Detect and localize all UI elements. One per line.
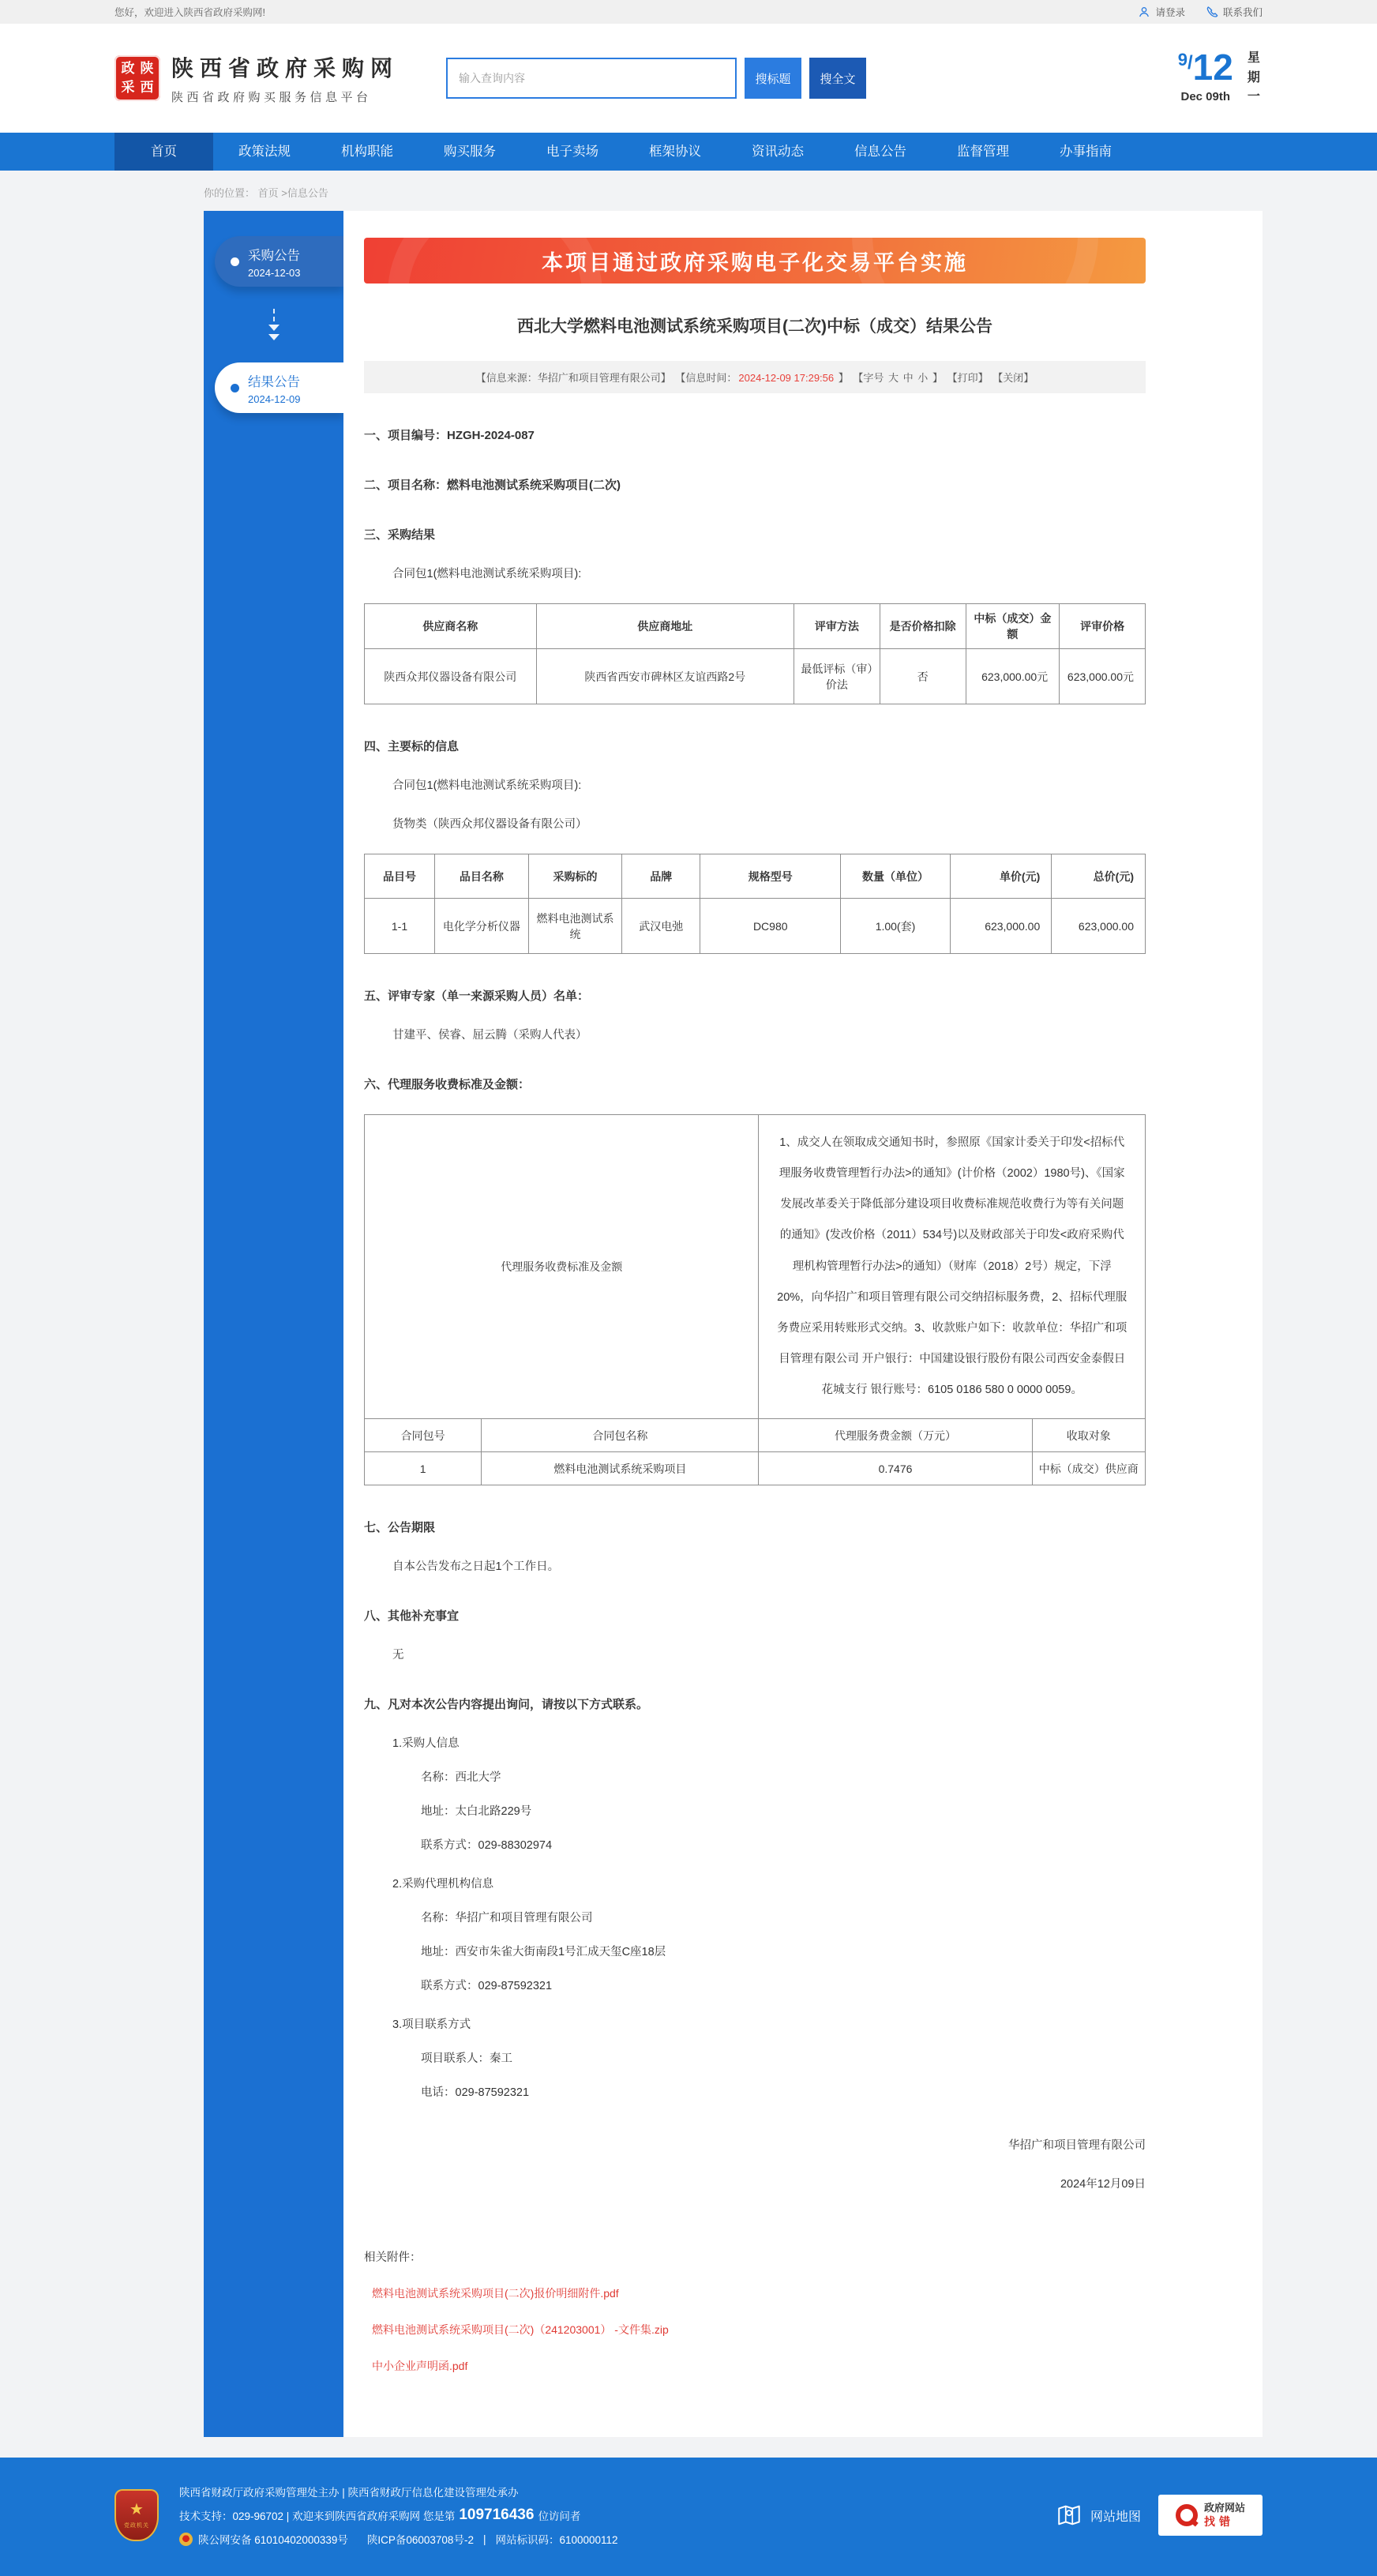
sitemap-link[interactable] [1056, 2502, 1141, 2529]
experts-list: 甘建平、侯睿、屈云腾（采购人代表） [392, 1029, 587, 1042]
search-fulltext-button[interactable]: 搜全文 [809, 58, 866, 99]
date-english: Dec 09th [1180, 89, 1231, 103]
logo-char: 西 [140, 80, 154, 95]
column-header: 评审方法 [794, 604, 880, 649]
breadcrumb [114, 171, 1263, 211]
column-header: 供应商名称 [365, 604, 537, 649]
model-cell: DC980 [700, 899, 841, 954]
map-icon [1056, 2502, 1082, 2529]
section-period-heading: 七、公告期限 [364, 1521, 436, 1535]
contract-package-line: 合同包1(燃料电池测试系统采购项目): [392, 779, 582, 792]
contact-line: 地址：太白北路229号 [421, 1805, 532, 1819]
bullet-dot-icon [231, 257, 239, 266]
contact-line: 电话：029-87592321 [421, 2086, 530, 2100]
meta-time: 2024-12-09 17:29:56 [738, 372, 835, 384]
table-row [365, 1452, 1146, 1485]
sidebar-item-date: 2024-12-09 [248, 392, 301, 405]
site-header [0, 24, 1377, 133]
contract-package-line: 合同包1(燃料电池测试系统采购项目): [392, 568, 582, 580]
signoff-date: 2024年12月09日 [1060, 2178, 1146, 2191]
sidebar-item-title: 结果公告 [248, 374, 300, 389]
section-supplement-heading: 八、其他补充事宜 [364, 1609, 460, 1624]
table-header-row [365, 1419, 1146, 1452]
meta-time-prefix: 【信息时间： [675, 372, 737, 384]
site-subtitle: 陕西省政府购买服务信息平台 [171, 91, 372, 104]
logo-char: 采 [121, 80, 135, 95]
nav-item-guide[interactable]: 办事指南 [1060, 145, 1112, 159]
contact-group-title: 2.采购代理机构信息 [392, 1878, 494, 1891]
subject-table [364, 854, 1146, 954]
search-input[interactable] [446, 58, 737, 99]
award-amount-cell: 623,000.00元 [966, 649, 1060, 704]
date-day: 9 [1177, 49, 1188, 69]
meta-time-suffix: 】 [835, 372, 849, 384]
section-project-number: 一、项目编号：HZGH-2024-087 [364, 429, 535, 442]
bullet-dot-icon [231, 384, 239, 392]
phone-icon [1206, 6, 1218, 18]
gov-site-error-report-badge[interactable] [1158, 2495, 1263, 2536]
sidebar-item-procurement-notice[interactable] [215, 236, 343, 287]
signoff-org: 华招广和项目管理有限公司 [1008, 2139, 1146, 2153]
column-header: 品目名称 [435, 854, 529, 899]
footer-organizer-line: 陕西省财政厅政府采购管理处主办 | 陕西省财政厅信息化建设管理处承办 [179, 2487, 519, 2499]
date-month: 12 [1192, 46, 1233, 88]
site-logo [114, 55, 160, 101]
brand-cell: 武汉电弛 [622, 899, 700, 954]
breadcrumb-prefix: 你的位置： [204, 187, 256, 199]
attachment-link-fileset-zip[interactable]: 燃料电池测试系统采购项目(二次)（241203001） -文件集.zip [372, 2323, 669, 2337]
column-header: 总价(元) [1052, 854, 1146, 899]
column-header: 品目号 [365, 854, 435, 899]
timeline-sidebar [204, 211, 343, 2437]
contact-line: 地址：西安市朱雀大街南段1号汇成天玺C座18层 [421, 1946, 666, 1959]
close-button[interactable]: 【关闭】 [992, 372, 1034, 384]
login-label: 请登录 [1155, 7, 1185, 18]
icp-link[interactable]: 陕ICP备06003708号-2 [366, 2534, 474, 2547]
supplier-name-cell: 陕西众邦仪器设备有限公司 [365, 649, 537, 704]
nav-item-e-mall[interactable]: 电子卖场 [546, 145, 598, 159]
content-card [204, 211, 1263, 2437]
package-name-cell: 燃料电池测试系统采购项目 [482, 1452, 759, 1485]
nav-item-supervision[interactable]: 监督管理 [957, 145, 1009, 159]
fontsize-medium-button[interactable]: 中 [902, 372, 914, 384]
meta-bar [364, 361, 1146, 393]
section-agency-fee-heading: 六、代理服务收费标准及金额： [364, 1078, 531, 1091]
table-header-row [365, 854, 1146, 899]
print-button[interactable]: 【打印】 [947, 372, 989, 384]
nav-item-home[interactable]: 首页 [114, 133, 213, 171]
section-experts-heading: 五、评审专家（单一来源采购人员）名单： [364, 989, 590, 1003]
article-main [343, 211, 1263, 2437]
visitor-count: 109716436 [459, 2507, 535, 2524]
total-price-cell: 623,000.00 [1052, 899, 1146, 954]
contact-line: 联系方式：029-87592321 [421, 1980, 553, 1993]
top-bar [0, 0, 1377, 24]
item-no-cell: 1-1 [365, 899, 435, 954]
sidebar-item-date: 2024-12-03 [248, 266, 301, 279]
nav-item-purchase-service[interactable]: 购买服务 [444, 145, 496, 159]
supplier-address-cell: 陕西省西安市碑林区友谊西路2号 [536, 649, 794, 704]
site-code: 网站标识码：6100000112 [495, 2534, 618, 2547]
goods-category-line: 货物类（陕西众邦仪器设备有限公司） [392, 818, 587, 831]
contact-line: 联系方式：029-88302974 [421, 1839, 553, 1853]
column-header: 规格型号 [700, 854, 841, 899]
main-nav [0, 133, 1377, 171]
breadcrumb-current-link[interactable]: 信息公告 [287, 187, 328, 199]
sidebar-item-result-notice[interactable] [215, 362, 343, 413]
attachments-title: 相关附件： [364, 2251, 422, 2265]
review-method-cell: 最低评标（审）价法 [794, 649, 880, 704]
column-header: 供应商地址 [536, 604, 794, 649]
breadcrumb-separator: > [281, 187, 287, 199]
section-project-name: 二、项目名称：燃料电池测试系统采购项目(二次) [364, 479, 621, 492]
subject-cell: 燃料电池测试系统 [528, 899, 622, 954]
emblem-label: 党政机关 [124, 2522, 149, 2529]
fontsize-large-button[interactable]: 大 [888, 372, 899, 384]
find-error-line2: 找错 [1203, 2514, 1234, 2528]
column-header: 品牌 [622, 854, 700, 899]
nav-item-announcements[interactable]: 信息公告 [854, 145, 906, 159]
column-header: 中标（成交）金额 [966, 604, 1060, 649]
welcome-text: 您好，欢迎进入陕西省政府采购网! [114, 7, 265, 18]
sitemap-label: 网站地图 [1090, 2510, 1141, 2524]
site-footer [0, 2458, 1377, 2576]
attachment-link-sme-declaration-pdf[interactable]: 中小企业声明函.pdf [372, 2360, 468, 2373]
breadcrumb-home-link[interactable]: 首页 [257, 187, 279, 199]
fontsize-small-button[interactable]: 小 [917, 372, 929, 384]
column-header: 合同包号 [365, 1419, 482, 1452]
nav-item-news[interactable]: 资讯动态 [752, 145, 804, 159]
column-header: 是否价格扣除 [880, 604, 966, 649]
period-body: 自本公告发布之日起1个工作日。 [392, 1560, 560, 1574]
supplement-body: 无 [392, 1649, 404, 1662]
nav-item-policies[interactable]: 政策法规 [238, 145, 291, 159]
table-row [365, 899, 1146, 954]
column-header: 评审价格 [1060, 604, 1146, 649]
arrow-down-icon [266, 309, 282, 340]
quantity-cell: 1.00(套) [841, 899, 950, 954]
beian-link[interactable]: 陕公网安备 61010402000339号 [198, 2534, 348, 2547]
contact-line: 名称：西北大学 [421, 1771, 501, 1785]
fee-terms-cell: 1、成交人在领取成交通知书时，参照原《国家计委关于印发<招标代理服务收费管理暂行办法>的通知》(计价格（2002）1980号)、《国家发展改革委关于降低部分建设项目收费标准规范收费行为等有关问题的通知》(发改价格（2011）534号)以及财政部关于印发<政府采购代理机构管理暂行办法>的通知）（财库（2018）2号）规定，下浮20%，向华招广和项目管理有限公司交纳招标服务费，2、招标代理服务费应采用转账形式交纳。3、收款账户如下：收款单位：华招广和项目管理有限公司 开户银行：中国建设银行股份有限公司西安金泰假日花城支行 银行账号：6105 0186 580 0 0000 0059。 [759, 1115, 1146, 1419]
contact-group-title: 1.采购人信息 [392, 1737, 460, 1751]
contact-group-title: 3.项目联系方式 [392, 2018, 471, 2032]
fee-payer-cell: 中标（成交）供应商 [1032, 1452, 1145, 1485]
date-widget [1177, 46, 1263, 107]
table-row [365, 649, 1146, 704]
contact-line: 名称：华招广和项目管理有限公司 [421, 1912, 593, 1925]
meta-source: 【信息来源：华招广和项目管理有限公司】 [475, 372, 671, 384]
table-header-row [365, 604, 1146, 649]
column-header: 代理服务费金额（万元） [759, 1419, 1032, 1452]
nav-item-functions[interactable]: 机构职能 [341, 145, 393, 159]
search-title-button[interactable]: 搜标题 [745, 58, 801, 99]
signoff-block [364, 2136, 1146, 2191]
find-error-icon [1176, 2504, 1198, 2526]
section-contact-heading: 九、凡对本次公告内容提出询问，请按以下方式联系。 [364, 1698, 649, 1712]
agency-fee-table [364, 1114, 1146, 1485]
logo-char: 陕 [140, 61, 154, 76]
contact-line: 项目联系人：秦工 [421, 2052, 512, 2066]
government-emblem-icon: ★ 党政机关 [114, 2489, 159, 2541]
column-header: 数量（单位） [841, 854, 950, 899]
login-link[interactable] [1138, 5, 1185, 19]
footer-divider: | [482, 2533, 486, 2545]
meta-fontsize-label: 【字号 [853, 372, 884, 384]
logo-char: 政 [121, 61, 135, 76]
footer-support-line: 技术支持：029-96702 | 欢迎来到陕西省政府采购网 您是第 [179, 2510, 456, 2523]
platform-banner: 本项目通过政府采购电子化交易平台实施 [364, 238, 1146, 284]
fee-amount-cell: 0.7476 [759, 1452, 1032, 1485]
price-deduction-cell: 否 [880, 649, 966, 704]
public-security-badge-icon [179, 2533, 193, 2546]
section-result-heading: 三、采购结果 [364, 528, 436, 542]
section-subject-heading: 四、主要标的信息 [364, 740, 460, 753]
column-header: 收取对象 [1032, 1419, 1145, 1452]
package-no-cell: 1 [365, 1452, 482, 1485]
contact-label: 联系我们 [1222, 7, 1263, 18]
review-price-cell: 623,000.00元 [1060, 649, 1146, 704]
search-bar [446, 58, 866, 99]
item-name-cell: 电化学分析仪器 [435, 899, 529, 954]
weekday-label: 星期一 [1247, 51, 1260, 104]
visitor-count-suffix: 位访问者 [538, 2510, 581, 2523]
meta-fontsize-suffix: 】 [932, 372, 943, 384]
column-header: 合同包名称 [482, 1419, 759, 1452]
fee-label-cell: 代理服务收费标准及金额 [365, 1115, 759, 1419]
result-table [364, 603, 1146, 704]
unit-price-cell: 623,000.00 [950, 899, 1052, 954]
site-title: 陕西省政府采购网 [171, 56, 400, 81]
sidebar-item-title: 采购公告 [248, 248, 300, 263]
contact-link[interactable] [1206, 5, 1263, 19]
announcement-title: 西北大学燃料电池测试系统采购项目(二次)中标（成交）结果公告 [517, 317, 992, 336]
column-header: 单价(元) [950, 854, 1052, 899]
user-icon [1138, 6, 1150, 18]
column-header: 采购标的 [528, 854, 622, 899]
date-separator: / [1187, 51, 1193, 73]
attachment-link-quotation-pdf[interactable]: 燃料电池测试系统采购项目(二次)报价明细附件.pdf [372, 2287, 619, 2300]
find-error-line1: 政府网站 [1203, 2502, 1245, 2514]
table-row [365, 1115, 1146, 1419]
nav-item-framework[interactable]: 框架协议 [649, 145, 701, 159]
